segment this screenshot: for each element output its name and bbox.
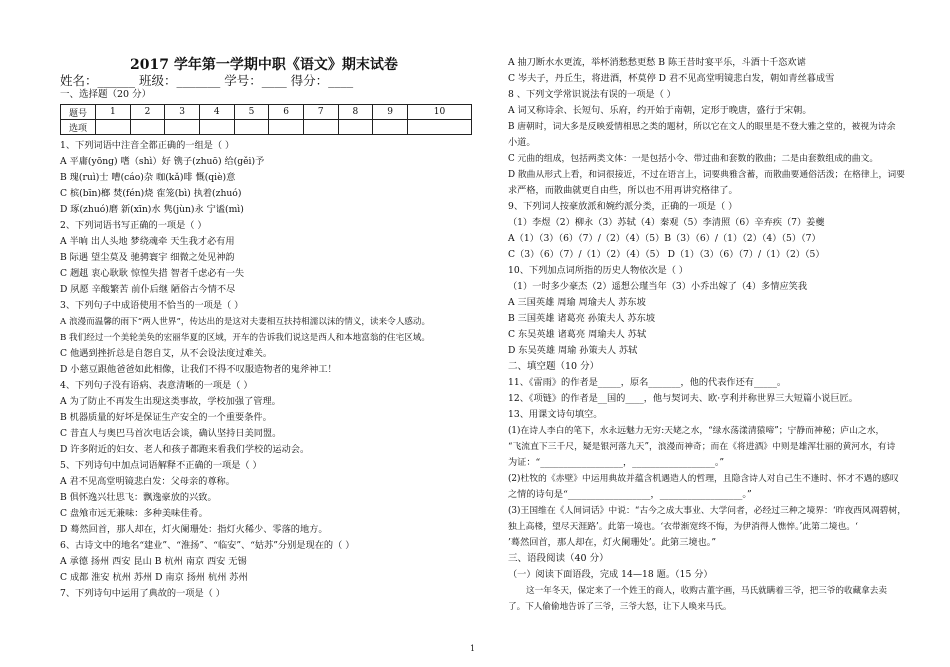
text-line: ’蓦然回首，那人却在，灯火阑珊处’。此第三境也。”	[508, 537, 717, 548]
text-line: A 半晌 出人头地 梦绕魂牵 天生我才必有用	[60, 236, 235, 247]
text-line: C 趔趄 衷心耿耿 惊惶失措 智者千虑必有一失	[60, 268, 245, 279]
text-line: D 蓦然回首，那人却在，灯火阑珊处：指灯火稀少、零落的地方。	[60, 524, 328, 535]
text-line: B 俱怀逸兴壮思飞：飘逸豪放的兴致。	[60, 492, 217, 503]
text-line: A 浪漫而温馨的雨下“两人世界”，传达出的是这对夫妻相互扶持相濡以沫的情义，读来令人感动。	[60, 317, 431, 327]
text-line: D 琢(zhuó)磨 新(xīn)水 隽(jùn)永 宁谧(mì)	[60, 204, 244, 215]
table-cell: 题号	[61, 105, 96, 120]
text-line: D 小慈豆跟他爸爸如此相像，让我们不得不叹服造物者的鬼斧神工！	[60, 364, 337, 375]
answer-cell[interactable]	[130, 120, 165, 135]
text-line: A 为了防止不再发生出现这类事故，学校加强了管理。	[60, 396, 281, 407]
text-line: 8 、下列文学常识说法有误的一项是（ ）	[508, 89, 676, 100]
text-line: 求严格，而散曲就更自由些，所以也不用再讲究格律了。	[508, 185, 738, 196]
text-line: C 元曲的组成，包括两类文体：一是包括小令、带过曲和套数的散曲；二是由套数组成的曲文。	[508, 154, 879, 164]
table-cell: 8	[338, 105, 373, 120]
text-line: B 际遇 望尘莫及 驰骋寰宇 细微之处见神韵	[60, 252, 235, 263]
text-line: C 他遇到挫折总是自怨自艾，从不会设法度过难关。	[60, 348, 273, 359]
answer-cell[interactable]	[373, 120, 408, 135]
text-line: C 东吴英雄 诸葛亮 周瑜夫人 苏轼	[508, 329, 647, 340]
text-line: A（1）（3）（6）（7）/（2）（4）（5）B（3）（6）/（1）（2）（4）（5）（7）	[508, 233, 821, 244]
table-cell: 4	[199, 105, 234, 120]
text-line: C 盘飧市远无兼味：多种美味佳肴。	[60, 508, 208, 519]
text-line: D 夙愿 辛酸繁苦 前仆后继 陋俗古今情不尽	[60, 284, 236, 295]
text-line: 7、下列诗句中运用了典故的一项是（ ）	[60, 588, 225, 599]
table-cell: 1	[96, 105, 131, 120]
text-line: 13、用课文诗句填空。	[508, 409, 603, 420]
text-line: (3)王国维在《人间词话》中说：“古今之成大事业、大学问者，必经过三种之境界：‘昨夜西风凋碧树，	[508, 506, 907, 516]
answer-cell[interactable]	[407, 120, 471, 135]
answer-table-number-row	[61, 105, 472, 120]
text-line: A 平庸(yōng) 嗜（shì）好 镌子(zhuō) 给(gěi)予	[60, 156, 265, 167]
text-line: C（3）（6）（7）/（1）（2）（4）（5） D（1）（3）（6）（7）/（1）（2）（5）	[508, 249, 825, 260]
answer-table-option-row	[61, 120, 472, 135]
text-line: （一）阅读下面语段，完成 14—18 题。（15 分）	[508, 569, 713, 580]
text-line: 12、《项链》的作者是__国的____，他与契诃夫、欧·亨利并称世界三大短篇小说巨匠。	[508, 393, 858, 404]
page-title: 2017 学年第一学期中职《语文》期末试卷	[130, 57, 398, 73]
text-line: 5、下列诗句中加点词语解释不正确的一项是（ ）	[60, 460, 262, 471]
text-line: A 君不见高堂明镜悲白发：父母亲的尊称。	[60, 476, 235, 487]
text-line: C 昔直人与奥巴马首次电话会谈，确认坚持日美同盟。	[60, 428, 282, 439]
text-line: (2)杜牧的《赤壁》中运用典故并蕴含机遇造人的哲理，且隐含诗人对自己生不逢时、怀才不遇的感叹	[508, 474, 899, 484]
table-cell: 7	[303, 105, 338, 120]
text-line: （1）李煜（2）柳永（3）苏轼（4）秦观（5）李清照（6）辛弃疾（7）姜夔	[508, 217, 825, 228]
text-line: 3、下列句子中成语使用不恰当的一项是（ ）	[60, 300, 244, 311]
text-line: C 成都 淮安 杭州 苏州 D 南京 扬州 杭州 苏州	[60, 572, 248, 583]
text-line: B 机器质量的好坏是保证生产安全的一个重要条件。	[60, 412, 272, 423]
answer-cell[interactable]	[338, 120, 373, 135]
text-line: 小道。	[508, 137, 536, 148]
text-line: 4、下列句子没有语病、表意清晰的一项是（ ）	[60, 380, 253, 391]
answer-cell[interactable]	[165, 120, 200, 135]
text-line: D 许多附近的妇女、老人和孩子都跑来看我们学校的运动会。	[60, 444, 310, 455]
answer-cell[interactable]	[303, 120, 338, 135]
table-cell: 6	[269, 105, 304, 120]
text-line: (1)在诗人李白的笔下，水永远魅力无穷:天姥之水，“绿水荡漾清猿啼”；宁静而神秘；庐山之水，	[508, 426, 885, 436]
text-line: B 三国英雄 诸葛亮 孙策夫人 苏东坡	[508, 313, 656, 324]
text-line: 6、古诗文中的地名“建业”、“淮扬”、“临安”、“姑苏”分别是现在的（ ）	[60, 540, 355, 551]
text-line: （1）一时多少豪杰（2）遥想公瑾当年（3）小乔出嫁了（4）多情应笑我	[508, 281, 808, 292]
text-line: C 岑夫子，丹丘生，将进酒，杯莫停 D 君不见高堂明镜悲白发，朝如青丝暮成雪	[508, 73, 835, 84]
student-info-line: 姓名：______ 班级：_______ 学号：____ 得分：____	[60, 73, 354, 88]
answer-cell[interactable]	[269, 120, 304, 135]
text-line: 之情的诗句是“__________________，__________________。”	[508, 489, 752, 500]
text-line: B 瑰(ruì)士 嘈(cáo)杂 咖(kǎ)啡 慨(qiè)意	[60, 172, 236, 183]
answer-cell[interactable]	[234, 120, 269, 135]
text-line: 11、《雷雨》的作者是_____，原名_______，他的代表作还有_____。	[508, 377, 787, 388]
text-line: 10、下列加点词所指的历史人物依次是（ ）	[508, 265, 688, 276]
answer-cell[interactable]	[199, 120, 234, 135]
text-line: 独上高楼，望尽天涯路’。此第一境也。‘衣带渐宽终不悔，为伊消得人憔悴。’此第二境也。‘	[508, 522, 858, 532]
table-cell: 选项	[61, 120, 96, 135]
text-line: “飞流直下三千尺，疑是银河落九天”，浪漫而神奇；而在《将进酒》中则是雄浑壮丽的黄河水，有诗	[508, 442, 896, 452]
text-line: B 我们经过一个美轮美奂的宏丽华夏的区域，开车的告诉我们说这是西人和本地富翁的住宅区域。	[60, 333, 430, 343]
text-line: A 三国英雄 周瑜 周瑜夫人 苏东坡	[508, 297, 646, 308]
passage-line: 这一年冬天，保定来了一个姓王的商人，收购古董字画，马氏就瞒着三爷，把三爷的收藏拿去卖	[526, 586, 887, 596]
text-line: 9、下列词人按豪放派和婉约派分类，正确的一项是（ ）	[508, 201, 738, 212]
section-heading-reading: 三、语段阅读（40 分）	[508, 553, 609, 564]
text-line: 1、下列词语中注音全都正确的一组是（ ）	[60, 140, 235, 151]
section-heading-fill: 二、填空题（10 分）	[508, 361, 600, 372]
text-line: B 唐朝时，词大多是反映爱情相思之类的题材，所以它在文人的眼里是不登大雅之堂的，被视为诗余	[508, 122, 896, 132]
answer-cell[interactable]	[96, 120, 131, 135]
text-line: A 词又称诗余、长短句、乐府，约开始于南朝，定形于晚唐，盛行于宋朝。	[508, 105, 812, 116]
table-cell: 10	[407, 105, 471, 120]
table-cell: 9	[373, 105, 408, 120]
section-heading-choice: 一、选择题（20 分）	[60, 89, 152, 100]
text-line: A 承德 扬州 西安 昆山 B 杭州 南京 西安 无锡	[60, 556, 247, 567]
text-line: 2、下列词语书写正确的一项是（ ）	[60, 220, 207, 231]
text-line: C 槟(bīn)榔 焚(fén)烧 隺笼(bì) 执着(zhuó)	[60, 188, 242, 199]
text-line: A 抽刀断水水更流，举杯消愁愁更愁 B 陈王昔时宴平乐，斗酒十千恣欢谑	[508, 57, 806, 68]
page-number: 1	[470, 644, 476, 653]
passage-line: 了。下人偷偷地告诉了三爷，三爷大怒，让下人唤来马氏。	[508, 602, 732, 612]
table-cell: 3	[165, 105, 200, 120]
table-cell: 5	[234, 105, 269, 120]
text-line: 为证：“__________________，__________________。”	[508, 457, 725, 468]
table-cell: 2	[130, 105, 165, 120]
text-line: D 东吴英雄 周瑜 孙策夫人 苏轼	[508, 345, 638, 356]
answer-table	[60, 104, 472, 135]
text-line: D 散曲从形式上看，和词很接近，不过在语言上，词要典雅含蓄，而散曲要通俗活泼；在格律上，词要	[508, 170, 905, 180]
